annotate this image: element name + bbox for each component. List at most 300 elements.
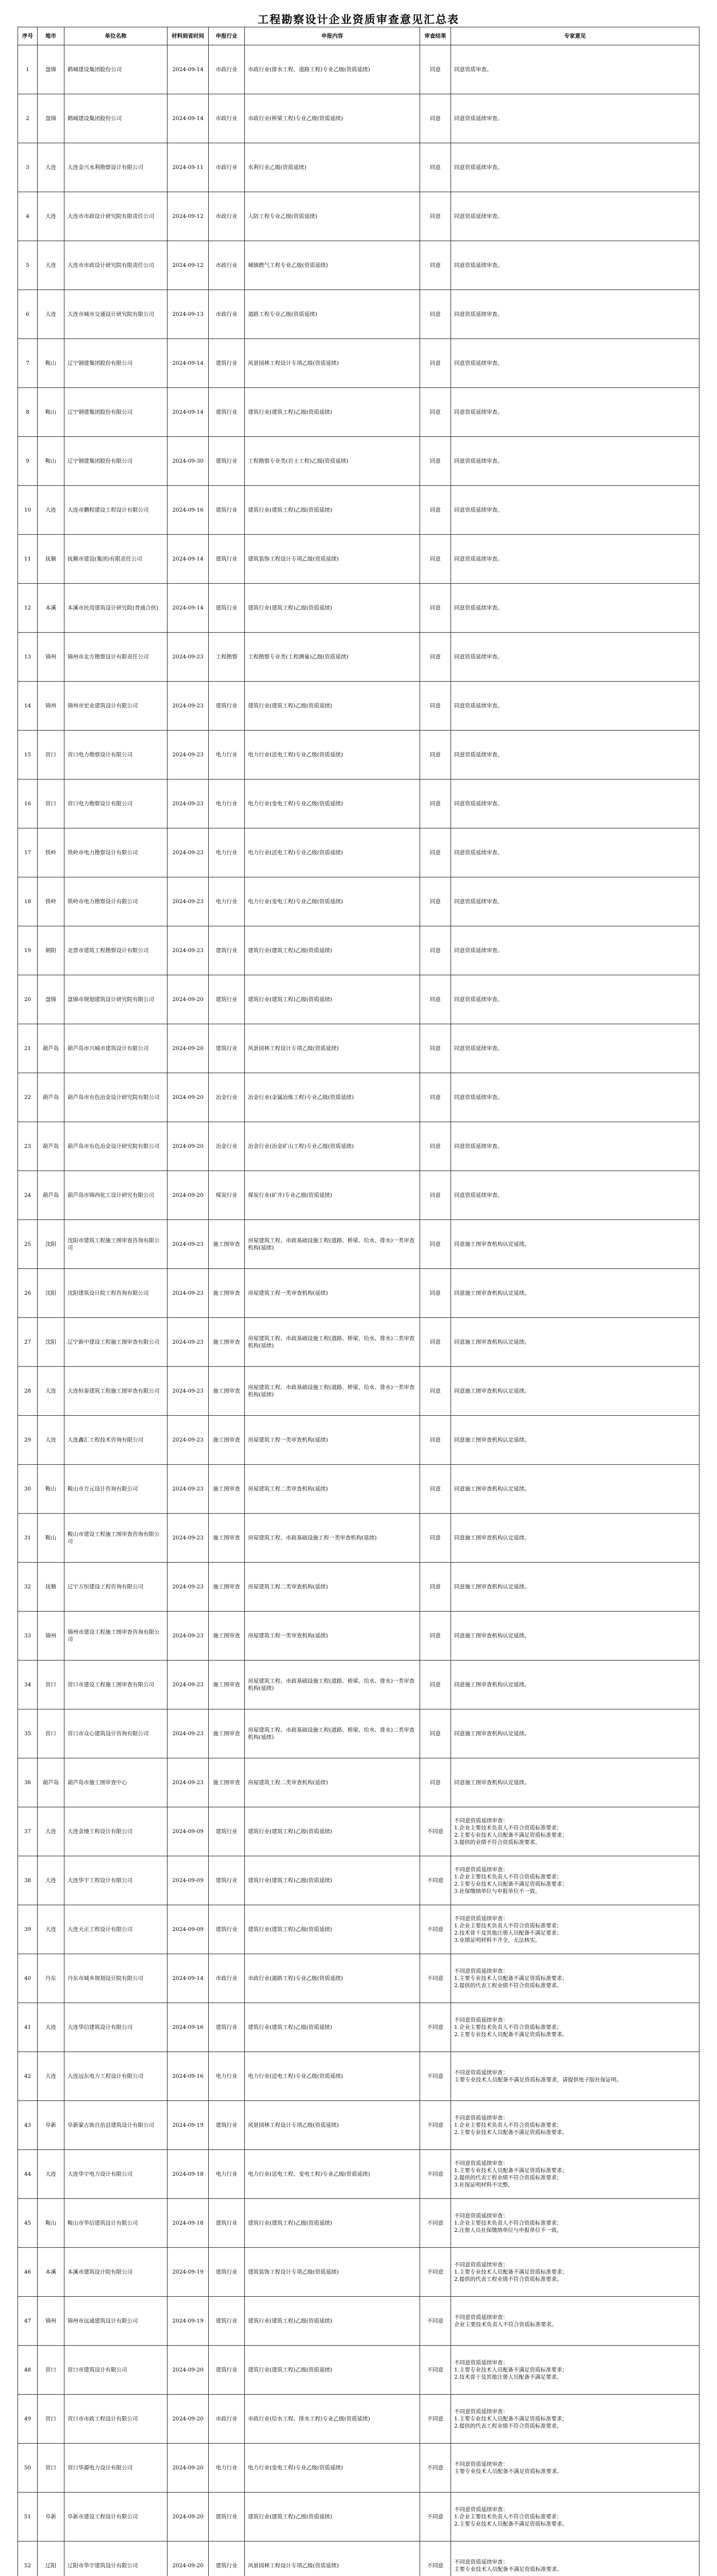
expert-opinion-cell: 同意资质延续审查。: [451, 94, 699, 143]
industry-cell: 建筑行业: [209, 2493, 245, 2541]
table-row: [18, 241, 699, 290]
expert-opinion-cell: 同意施工图审查机构认定延续。: [451, 1660, 699, 1709]
arrival-date-cell: 2024-09-23: [168, 1563, 209, 1612]
arrival-date-cell: 2024-09-12: [168, 241, 209, 290]
company-name-cell: 鹤城建设集团股份公司: [64, 94, 168, 143]
table-row: [18, 828, 699, 877]
arrival-date-cell: 2024-09-13: [168, 290, 209, 339]
industry-cell: 建筑行业: [209, 2003, 245, 2052]
application-content-cell: 电力行业(送电工程)专业乙级(资质延续): [245, 2052, 420, 2101]
row-number: 17: [18, 828, 38, 877]
row-number: 20: [18, 975, 38, 1024]
review-result-cell: 同意: [420, 779, 451, 828]
review-result-cell: 同意: [420, 388, 451, 437]
row-number: 22: [18, 1073, 38, 1122]
expert-opinion-cell: 同意施工图审查机构认定延续。: [451, 1269, 699, 1318]
table-row: [18, 1073, 699, 1122]
company-name-cell: 大连市城市交通设计研究院有限公司: [64, 290, 168, 339]
company-name-cell: 营口电力勘察设计有限公司: [64, 779, 168, 828]
city-cell: 葫芦岛: [38, 1122, 64, 1171]
expert-opinion-cell: 不同意资质延续审查： 主要专业技术人员配备不满足资质标准要求。: [451, 2444, 699, 2493]
application-content-cell: 房屋建筑工程、市政基础设施工程(道路、桥梁、给水、排水)二类审查机构(延续): [245, 1318, 420, 1367]
city-cell: 锦州: [38, 682, 64, 731]
application-content-cell: 房屋建筑工程、市政基础设施工程(道路、桥梁、给水、排水)一类审查机构(延续): [245, 1367, 420, 1416]
arrival-date-cell: 2024-09-20: [168, 2541, 209, 2576]
review-result-cell: 不同意: [420, 2199, 451, 2248]
review-result-cell: 同意: [420, 1416, 451, 1465]
company-name-cell: 铁岭市电力勘察设计有限公司: [64, 877, 168, 926]
city-cell: 阜新: [38, 2493, 64, 2541]
industry-cell: 施工图审查: [209, 1514, 245, 1563]
row-number: 39: [18, 1905, 38, 1954]
company-name-cell: 营口电力勘察设计有限公司: [64, 731, 168, 779]
city-cell: 营口: [38, 779, 64, 828]
expert-opinion-cell: 同意资质延续审查。: [451, 290, 699, 339]
application-content-cell: 风景园林工程设计专项乙级(资质延续): [245, 2101, 420, 2150]
industry-cell: 建筑行业: [209, 535, 245, 584]
review-result-cell: 同意: [420, 1514, 451, 1563]
arrival-date-cell: 2024-09-20: [168, 1122, 209, 1171]
application-content-cell: 房屋建筑工程、市政基础设施工程(道路、桥梁、给水、排水)二类审查机构(延续): [245, 1709, 420, 1758]
industry-cell: 施工图审查: [209, 1612, 245, 1660]
table-row: [18, 731, 699, 779]
review-result-cell: 同意: [420, 339, 451, 388]
industry-cell: 电力行业: [209, 877, 245, 926]
table-row: [18, 2395, 699, 2444]
city-cell: 盘锦: [38, 975, 64, 1024]
table-row: [18, 779, 699, 828]
industry-cell: 市政行业: [209, 94, 245, 143]
review-result-cell: 同意: [420, 437, 451, 486]
company-name-cell: 大连天正工程设计有限公司: [64, 1905, 168, 1954]
expert-opinion-cell: 不同意资质延续审查： 1.主要专业技术人员配备不满足资质标准要求； 2.提供的代表工程业绩不符合资质标准要求。: [451, 2248, 699, 2297]
row-number: 45: [18, 2199, 38, 2248]
arrival-date-cell: 2024-09-09: [168, 1807, 209, 1856]
row-number: 26: [18, 1269, 38, 1318]
industry-cell: 电力行业: [209, 731, 245, 779]
company-name-cell: 沈阳市建筑工程施工图审查咨询有限公司: [64, 1220, 168, 1269]
city-cell: 鞍山: [38, 1465, 64, 1514]
city-cell: 大连: [38, 143, 64, 192]
application-content-cell: 水利行业乙级(资质延续): [245, 143, 420, 192]
industry-cell: 电力行业: [209, 2052, 245, 2101]
city-cell: 本溪: [38, 2248, 64, 2297]
company-name-cell: 本溪市建筑设计院有限公司: [64, 2248, 168, 2297]
review-result-cell: 同意: [420, 975, 451, 1024]
review-result-cell: 不同意: [420, 2052, 451, 2101]
row-number: 48: [18, 2346, 38, 2395]
arrival-date-cell: 2024-09-19: [168, 2297, 209, 2346]
row-number: 52: [18, 2541, 38, 2576]
industry-cell: 建筑行业: [209, 2101, 245, 2150]
industry-cell: 电力行业: [209, 2150, 245, 2199]
city-cell: 沈阳: [38, 1318, 64, 1367]
expert-opinion-cell: 同意施工图审查机构认定延续。: [451, 1758, 699, 1807]
city-cell: 大连: [38, 192, 64, 241]
arrival-date-cell: 2024-09-23: [168, 1465, 209, 1514]
industry-cell: 市政行业: [209, 192, 245, 241]
industry-cell: 施工图审查: [209, 1318, 245, 1367]
row-number: 16: [18, 779, 38, 828]
arrival-date-cell: 2024-09-23: [168, 877, 209, 926]
expert-opinion-cell: 同意资质延续审查。: [451, 192, 699, 241]
row-number: 28: [18, 1367, 38, 1416]
review-result-cell: 同意: [420, 828, 451, 877]
application-content-cell: 房屋建筑工程、市政基础设施工程(道路、桥梁、给水、排水)一类审查机构(延续): [245, 1660, 420, 1709]
company-name-cell: 抚顺市建设(集团)有限责任公司: [64, 535, 168, 584]
company-name-cell: 大连华信建筑设计有限公司: [64, 2003, 168, 2052]
expert-opinion-cell: 不同意资质延续审查： 1.企业主要技术负责人不符合资质标准要求； 2.技术骨干及其他注册人员配备不满足要求； 3.业绩证明材料不齐全，无法核实。: [451, 1905, 699, 1954]
arrival-date-cell: 2024-09-23: [168, 1514, 209, 1563]
industry-cell: 电力行业: [209, 779, 245, 828]
column-header: 地市: [38, 27, 64, 45]
application-content-cell: 房屋建筑工程二类审查机构(延续): [245, 1758, 420, 1807]
city-cell: 大连: [38, 1807, 64, 1856]
company-name-cell: 营口华源电力设计有限公司: [64, 2444, 168, 2493]
industry-cell: 冶金行业: [209, 1122, 245, 1171]
review-result-cell: 不同意: [420, 2444, 451, 2493]
review-result-cell: 同意: [420, 731, 451, 779]
arrival-date-cell: 2024-09-14: [168, 94, 209, 143]
company-name-cell: 葫芦岛市兴城市建筑设计有限公司: [64, 1024, 168, 1073]
city-cell: 鞍山: [38, 339, 64, 388]
arrival-date-cell: 2024-09-18: [168, 2150, 209, 2199]
row-number: 25: [18, 1220, 38, 1269]
city-cell: 大连: [38, 486, 64, 535]
city-cell: 辽阳: [38, 2541, 64, 2576]
table-row: [18, 339, 699, 388]
application-content-cell: 城镇燃气工程专业乙级(资质延续): [245, 241, 420, 290]
row-number: 49: [18, 2395, 38, 2444]
review-result-cell: 同意: [420, 1367, 451, 1416]
row-number: 24: [18, 1171, 38, 1220]
row-number: 43: [18, 2101, 38, 2150]
expert-opinion-cell: 同意资质延续审查。: [451, 682, 699, 731]
company-name-cell: 葫芦岛市有色冶金设计研究院有限公司: [64, 1122, 168, 1171]
company-name-cell: 锦州市北方勘察设计有限责任公司: [64, 633, 168, 682]
industry-cell: 建筑行业: [209, 1807, 245, 1856]
table-row: [18, 877, 699, 926]
application-content-cell: 建筑行业(建筑工程)乙级(资质延续): [245, 926, 420, 975]
arrival-date-cell: 2024-09-16: [168, 2003, 209, 2052]
row-number: 30: [18, 1465, 38, 1514]
industry-cell: 建筑行业: [209, 388, 245, 437]
arrival-date-cell: 2024-09-20: [168, 1024, 209, 1073]
review-result-cell: 不同意: [420, 2297, 451, 2346]
row-number: 9: [18, 437, 38, 486]
arrival-date-cell: 2024-09-23: [168, 1709, 209, 1758]
arrival-date-cell: 2024-09-23: [168, 633, 209, 682]
review-result-cell: 同意: [420, 1073, 451, 1122]
industry-cell: 建筑行业: [209, 486, 245, 535]
review-result-cell: 不同意: [420, 1905, 451, 1954]
city-cell: 营口: [38, 1709, 64, 1758]
review-result-cell: 同意: [420, 143, 451, 192]
application-content-cell: 冶金行业(金属冶炼工程)专业乙级(资质延续): [245, 1073, 420, 1122]
expert-opinion-cell: 不同意资质延续审查： 1.企业主要技术负责人不符合资质标准要求； 2.主要专业技术人员配备不满足资质标准要求； 3.社保缴纳单位与申报单位不一致。: [451, 1856, 699, 1905]
city-cell: 葫芦岛: [38, 1024, 64, 1073]
arrival-date-cell: 2024-09-23: [168, 1612, 209, 1660]
industry-cell: 建筑行业: [209, 1905, 245, 1954]
row-number: 2: [18, 94, 38, 143]
industry-cell: 建筑行业: [209, 926, 245, 975]
review-result-cell: 同意: [420, 682, 451, 731]
application-content-cell: 建筑行业(建筑工程)乙级(资质延续): [245, 2199, 420, 2248]
expert-opinion-cell: 不同意资质延续审查： 1.主要专业技术人员配备不满足资质标准要求； 2.提供的代表工程业绩不符合资质标准要求。: [451, 2395, 699, 2444]
application-content-cell: 房屋建筑工程二类审查机构(延续): [245, 1465, 420, 1514]
review-result-cell: 同意: [420, 1465, 451, 1514]
row-number: 14: [18, 682, 38, 731]
company-name-cell: 锦州市建设工程施工图审查咨询有限公司: [64, 1612, 168, 1660]
expert-opinion-cell: 不同意资质延续审查： 企业主要技术负责人不符合资质标准要求。: [451, 2297, 699, 2346]
city-cell: 朝阳: [38, 926, 64, 975]
company-name-cell: 鞍山市建设工程施工图审查咨询有限公司: [64, 1514, 168, 1563]
application-content-cell: 房屋建筑工程、市政基础设施工程一类审查机构(延续): [245, 1514, 420, 1563]
table-row: [18, 1954, 699, 2003]
review-result-cell: 同意: [420, 241, 451, 290]
review-result-cell: 同意: [420, 535, 451, 584]
city-cell: 大连: [38, 1905, 64, 1954]
company-name-cell: 大连华宇电力设计有限公司: [64, 2150, 168, 2199]
row-number: 51: [18, 2493, 38, 2541]
expert-opinion-cell: 不同意资质延续审查： 主要专业技术人员配备不满足资质标准要求。: [451, 2541, 699, 2576]
arrival-date-cell: 2024-09-30: [168, 437, 209, 486]
industry-cell: 施工图审查: [209, 1758, 245, 1807]
application-content-cell: 电力行业(变电工程)专业乙级(资质延续): [245, 2444, 420, 2493]
industry-cell: 市政行业: [209, 1954, 245, 2003]
company-name-cell: 锦州市宏业建筑设计有限公司: [64, 682, 168, 731]
table-row: [18, 1612, 699, 1660]
company-name-cell: 营口市建筑设计有限公司: [64, 2346, 168, 2395]
company-name-cell: 葫芦岛市有色冶金设计研究院有限公司: [64, 1073, 168, 1122]
table-row: [18, 2541, 699, 2576]
review-result-cell: 同意: [420, 1220, 451, 1269]
review-result-cell: 同意: [420, 94, 451, 143]
table-row: [18, 633, 699, 682]
city-cell: 盘锦: [38, 45, 64, 94]
arrival-date-cell: 2024-09-20: [168, 1171, 209, 1220]
row-number: 42: [18, 2052, 38, 2101]
expert-opinion-cell: 同意资质延续审查。: [451, 633, 699, 682]
column-header: 审查结果: [420, 27, 451, 45]
company-name-cell: 辽阳市华宇建筑设计有限公司: [64, 2541, 168, 2576]
row-number: 13: [18, 633, 38, 682]
expert-opinion-cell: 不同意资质延续审查： 1.企业主要技术负责人不符合资质标准要求； 2.主要专业技术人员配备不满足资质标准要求。: [451, 2493, 699, 2541]
arrival-date-cell: 2024-09-14: [168, 535, 209, 584]
application-content-cell: 房屋建筑工程一类审查机构(延续): [245, 1612, 420, 1660]
application-content-cell: 建筑装饰工程设计专项乙级(资质延续): [245, 535, 420, 584]
review-result-cell: 同意: [420, 877, 451, 926]
city-cell: 盘锦: [38, 94, 64, 143]
row-number: 44: [18, 2150, 38, 2199]
table-row: [18, 94, 699, 143]
application-content-cell: 电力行业(变电工程)专业乙级(资质延续): [245, 877, 420, 926]
row-number: 36: [18, 1758, 38, 1807]
company-name-cell: 营口市市政工程设计有限公司: [64, 2395, 168, 2444]
column-header: 序号: [18, 27, 38, 45]
table-row: [18, 45, 699, 94]
application-content-cell: 市政行业(给水工程、排水工程)专业乙级(资质延续): [245, 2395, 420, 2444]
application-content-cell: 房屋建筑工程一类审查机构(延续): [245, 1416, 420, 1465]
company-name-cell: 阜新市建设工程设计有限公司: [64, 2493, 168, 2541]
table-row: [18, 486, 699, 535]
arrival-date-cell: 2024-09-14: [168, 584, 209, 633]
expert-opinion-cell: 同意施工图审查机构认定延续。: [451, 1709, 699, 1758]
company-name-cell: 鞍山市方元设计咨询有限公司: [64, 1465, 168, 1514]
industry-cell: 煤炭行业: [209, 1171, 245, 1220]
review-result-cell: 同意: [420, 1563, 451, 1612]
table-row: [18, 2150, 699, 2199]
company-name-cell: 大连金兴水利勘察设计有限公司: [64, 143, 168, 192]
company-name-cell: 营口市建设工程施工图审查有限公司: [64, 1660, 168, 1709]
arrival-date-cell: 2024-09-20: [168, 1073, 209, 1122]
table-row: [18, 2493, 699, 2541]
table-row: [18, 1269, 699, 1318]
city-cell: 葫芦岛: [38, 1073, 64, 1122]
company-name-cell: 大连恒泰建筑工程施工图审查有限公司: [64, 1367, 168, 1416]
table-row: [18, 1024, 699, 1073]
document-title: 工程勘察设计企业资质审查意见汇总表: [258, 13, 459, 26]
city-cell: 营口: [38, 2395, 64, 2444]
industry-cell: 建筑行业: [209, 2541, 245, 2576]
industry-cell: 建筑行业: [209, 975, 245, 1024]
arrival-date-cell: 2024-09-09: [168, 1856, 209, 1905]
row-number: 19: [18, 926, 38, 975]
application-content-cell: 房屋建筑工程、市政基础设施工程(道路、桥梁、给水、排水)一类审查机构(延续): [245, 1220, 420, 1269]
row-number: 8: [18, 388, 38, 437]
arrival-date-cell: 2024-09-11: [168, 143, 209, 192]
city-cell: 抚顺: [38, 535, 64, 584]
table-row: [18, 437, 699, 486]
review-result-cell: 不同意: [420, 2346, 451, 2395]
row-number: 10: [18, 486, 38, 535]
company-name-cell: 盘锦市规划建筑设计研究院有限公司: [64, 975, 168, 1024]
table-row: [18, 2346, 699, 2395]
arrival-date-cell: 2024-09-20: [168, 2493, 209, 2541]
application-content-cell: 建筑行业(建筑工程)乙级(资质延续): [245, 1905, 420, 1954]
application-content-cell: 冶金行业(冶金矿山工程)专业乙级(资质延续): [245, 1122, 420, 1171]
industry-cell: 建筑行业: [209, 1024, 245, 1073]
table-row: [18, 1709, 699, 1758]
city-cell: 大连: [38, 1856, 64, 1905]
city-cell: 锦州: [38, 633, 64, 682]
expert-opinion-cell: 同意资质延续审查。: [451, 339, 699, 388]
review-result-cell: 同意: [420, 1269, 451, 1318]
arrival-date-cell: 2024-09-14: [168, 339, 209, 388]
application-content-cell: 煤炭行业(矿井)专业乙级(资质延续): [245, 1171, 420, 1220]
industry-cell: 建筑行业: [209, 2248, 245, 2297]
industry-cell: 建筑行业: [209, 2199, 245, 2248]
expert-opinion-cell: 同意资质延续审查。: [451, 828, 699, 877]
expert-opinion-cell: 同意资质延续审查。: [451, 388, 699, 437]
application-content-cell: 电力行业(送电工程)专业乙级(资质延续): [245, 731, 420, 779]
arrival-date-cell: 2024-09-16: [168, 486, 209, 535]
row-number: 32: [18, 1563, 38, 1612]
review-summary-table: [18, 27, 699, 2576]
city-cell: 锦州: [38, 1612, 64, 1660]
expert-opinion-cell: 同意资质延续审查。: [451, 584, 699, 633]
table-row: [18, 1856, 699, 1905]
table-row: [18, 1171, 699, 1220]
company-name-cell: 鞍山市华信建筑设计有限公司: [64, 2199, 168, 2248]
city-cell: 大连: [38, 2052, 64, 2101]
review-result-cell: 同意: [420, 1122, 451, 1171]
review-result-cell: 同意: [420, 192, 451, 241]
row-number: 21: [18, 1024, 38, 1073]
expert-opinion-cell: 同意施工图审查机构认定延续。: [451, 1514, 699, 1563]
company-name-cell: 鹤城建设集团股份公司: [64, 45, 168, 94]
column-header: 材料到省时间: [168, 27, 209, 45]
city-cell: 营口: [38, 2444, 64, 2493]
industry-cell: 施工图审查: [209, 1660, 245, 1709]
row-number: 47: [18, 2297, 38, 2346]
industry-cell: 施工图审查: [209, 1269, 245, 1318]
company-name-cell: 大连鑫汇工程技术咨询有限公司: [64, 1416, 168, 1465]
expert-opinion-cell: 不同意资质延续审查： 1.主要专业技术人员配备不满足资质标准要求； 2.提供的代表工程业绩不符合资质标准要求。: [451, 1954, 699, 2003]
city-cell: 沈阳: [38, 1269, 64, 1318]
table-row: [18, 1563, 699, 1612]
application-content-cell: 建筑行业(建筑工程)乙级(资质延续): [245, 682, 420, 731]
table-row: [18, 1122, 699, 1171]
row-number: 4: [18, 192, 38, 241]
row-number: 35: [18, 1709, 38, 1758]
row-number: 23: [18, 1122, 38, 1171]
expert-opinion-cell: 同意资质延续审查。: [451, 1122, 699, 1171]
review-result-cell: 不同意: [420, 1856, 451, 1905]
company-name-cell: 铁岭市电力勘察设计有限公司: [64, 828, 168, 877]
arrival-date-cell: 2024-09-20: [168, 975, 209, 1024]
industry-cell: 电力行业: [209, 2444, 245, 2493]
arrival-date-cell: 2024-09-23: [168, 1220, 209, 1269]
industry-cell: 建筑行业: [209, 584, 245, 633]
arrival-date-cell: 2024-09-12: [168, 192, 209, 241]
table-row: [18, 535, 699, 584]
arrival-date-cell: 2024-09-14: [168, 45, 209, 94]
expert-opinion-cell: 同意施工图审查机构认定延续。: [451, 1465, 699, 1514]
row-number: 27: [18, 1318, 38, 1367]
arrival-date-cell: 2024-09-20: [168, 2346, 209, 2395]
table-header-row: [18, 27, 699, 45]
table-row: [18, 2444, 699, 2493]
arrival-date-cell: 2024-09-23: [168, 1318, 209, 1367]
table-row: [18, 2052, 699, 2101]
company-name-cell: 大连市市政设计研究院有限责任公司: [64, 192, 168, 241]
table-row: [18, 290, 699, 339]
expert-opinion-cell: 同意资质延续审查。: [451, 975, 699, 1024]
company-name-cell: 大连市鹏程建设工程设计有限公司: [64, 486, 168, 535]
industry-cell: 建筑行业: [209, 339, 245, 388]
application-content-cell: 房屋建筑工程二类审查机构(延续): [245, 1563, 420, 1612]
application-content-cell: 建筑行业(建筑工程)乙级(资质延续): [245, 1856, 420, 1905]
row-number: 50: [18, 2444, 38, 2493]
industry-cell: 建筑行业: [209, 682, 245, 731]
arrival-date-cell: 2024-09-23: [168, 682, 209, 731]
application-content-cell: 电力行业(送电工程)专业乙级(资质延续): [245, 828, 420, 877]
review-result-cell: 同意: [420, 1660, 451, 1709]
industry-cell: 建筑行业: [209, 2297, 245, 2346]
application-content-cell: 建筑行业(建筑工程)乙级(资质延续): [245, 584, 420, 633]
table-row: [18, 2003, 699, 2052]
city-cell: 大连: [38, 241, 64, 290]
table-row: [18, 1807, 699, 1856]
expert-opinion-cell: 同意资质延续审查。: [451, 926, 699, 975]
table-row: [18, 1660, 699, 1709]
table-row: [18, 1367, 699, 1416]
application-content-cell: 工程勘察专业类(岩土工程)乙级(资质延续): [245, 437, 420, 486]
expert-opinion-cell: 同意资质延续审查。: [451, 1024, 699, 1073]
application-content-cell: 工程勘察专业类(工程测量)乙级(资质延续): [245, 633, 420, 682]
city-cell: 葫芦岛: [38, 1171, 64, 1220]
